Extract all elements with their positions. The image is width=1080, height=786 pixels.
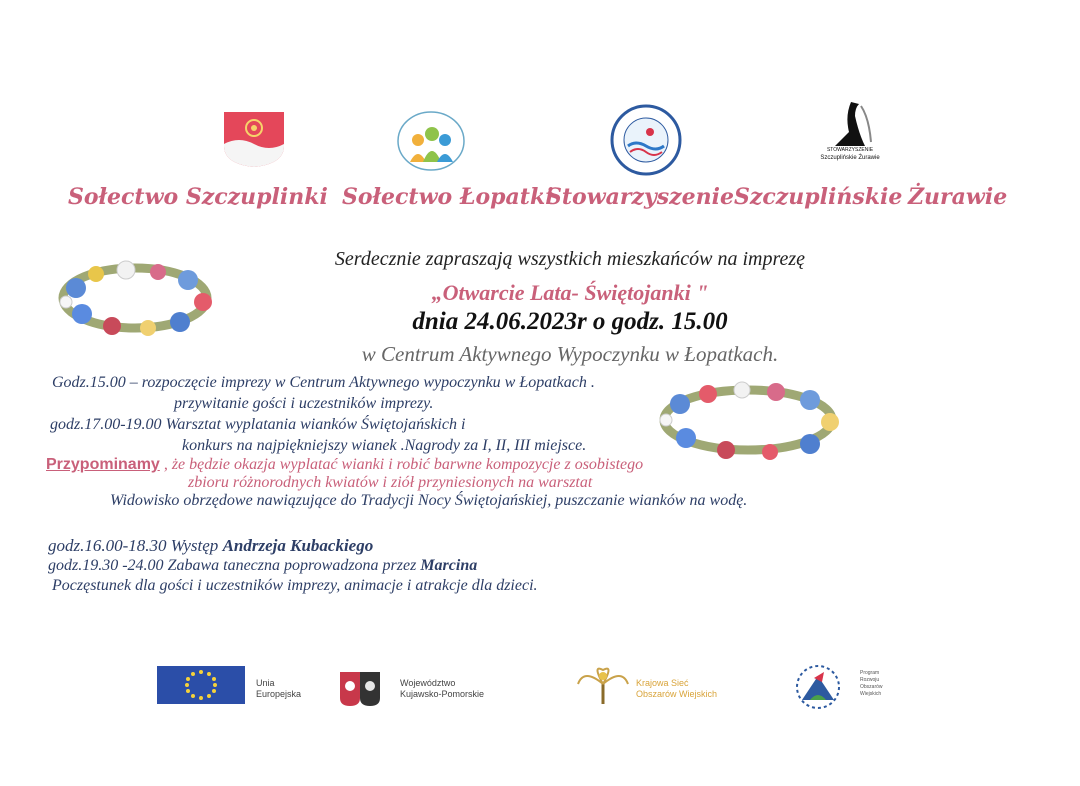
program-text: – rozpoczęcie imprezy w Centrum Aktywnego wypoczynku w Łopatkach . <box>125 374 595 391</box>
evening-row-3 <box>52 577 538 595</box>
program-text: konkurs na najpiękniejszy wianek .Nagrody za I, II, III miejsce. <box>182 437 587 454</box>
evening-time: godz.16.00-18.30 <box>48 536 167 555</box>
prow-label-4: Wiejskich <box>860 691 882 697</box>
coat-of-arms-icon <box>222 110 286 168</box>
invite-line: Serdecznie zapraszają wszystkich mieszkańców na imprezę <box>334 248 806 270</box>
performer-name: Andrzeja Kubackiego <box>222 536 374 555</box>
flower-wreath-right-icon <box>650 374 846 466</box>
organizer-stowarzyszenie: Stowarzyszenie <box>546 184 735 210</box>
evening-time: godz.19.30 -24.00 <box>48 557 164 574</box>
program-row-5 <box>46 456 643 474</box>
program-row-1 <box>52 374 595 392</box>
eu-flag-icon <box>157 666 245 704</box>
event-place: w Centrum Aktywnego Wypoczynku w Łopatkach. <box>361 342 779 366</box>
ksow-label-2: Obszarów Wiejskich <box>636 689 718 699</box>
prow-logo-icon <box>780 664 856 710</box>
event-date: dnia 24.06.2023r o godz. 15.00 <box>412 308 728 335</box>
program-time: godz.17.00-19.00 <box>50 416 162 433</box>
event-title: „Otwarcie Lata- Świętojanki " <box>431 280 709 305</box>
program-row-2 <box>174 395 433 413</box>
prow-label-3: Obszarów <box>860 684 883 690</box>
dj-name: Marcina <box>420 557 478 574</box>
program-text: , że będzie okazja wyplatać wianki i robić barwne kompozycje z osobistego <box>159 456 644 473</box>
ksow-logo-icon <box>572 664 634 708</box>
evening-label: Zabawa taneczna poprowadzona przez <box>163 557 421 574</box>
crane-caption-1: STOWARZYSZENIE <box>826 147 874 153</box>
ksow-label <box>636 678 717 700</box>
organizer-szczuplinskie: Szczuplińskie <box>734 184 903 210</box>
program-row-6 <box>188 474 592 492</box>
prow-label <box>860 670 883 698</box>
organizer-zurawie: Żurawie <box>908 184 1008 210</box>
prow-label-2: Rozwoju <box>860 677 880 683</box>
reminder-label: Przypominamy <box>46 456 160 473</box>
program-text: przywitanie gości i uczestników imprezy. <box>174 395 434 412</box>
evening-label: Występ <box>166 536 223 555</box>
region-label-2: Kujawsko-Pomorskie <box>400 689 485 699</box>
prow-label-1: Program <box>860 670 880 676</box>
region-crest-icon <box>336 668 384 708</box>
region-label-1: Województwo <box>400 678 456 688</box>
organizer-solectwo-szczuplinki: Sołectwo Szczuplinki <box>68 184 328 210</box>
program-text: Warsztat wyplatania wianków Świętojańskich i <box>161 416 466 433</box>
eu-label <box>256 678 301 700</box>
program-row-3 <box>50 416 465 434</box>
crane-caption-2: Szczuplińskie Żurawie <box>820 155 880 161</box>
program-row-4 <box>182 437 586 455</box>
children-logo-icon <box>396 110 466 172</box>
organizer-solectwo-lopatki: Sołectwo Łopatki <box>342 184 554 210</box>
evening-row-2 <box>48 557 477 575</box>
program-text: Widowisko obrzędowe nawiązujące do Tradycji Nocy Świętojańskiej, puszczanie wianków na wodę. <box>110 492 748 509</box>
ksow-label-1: Krajowa Sieć <box>636 678 689 688</box>
eu-label-2: Europejska <box>256 689 302 699</box>
region-label <box>400 678 484 700</box>
crane-logo-icon <box>815 98 885 166</box>
program-text: zbioru różnorodnych kwiatów i ziół przyniesionych na warsztat <box>188 474 593 491</box>
program-time: Godz.15.00 <box>52 374 126 391</box>
evening-label: Poczęstunek dla gości i uczestników imprezy, animacje i atrakcje dla dzieci. <box>52 577 538 594</box>
program-row-7 <box>110 492 747 510</box>
evening-row-1 <box>48 536 373 556</box>
centrum-logo-icon <box>610 104 682 176</box>
eu-label-1: Unia <box>256 678 275 688</box>
